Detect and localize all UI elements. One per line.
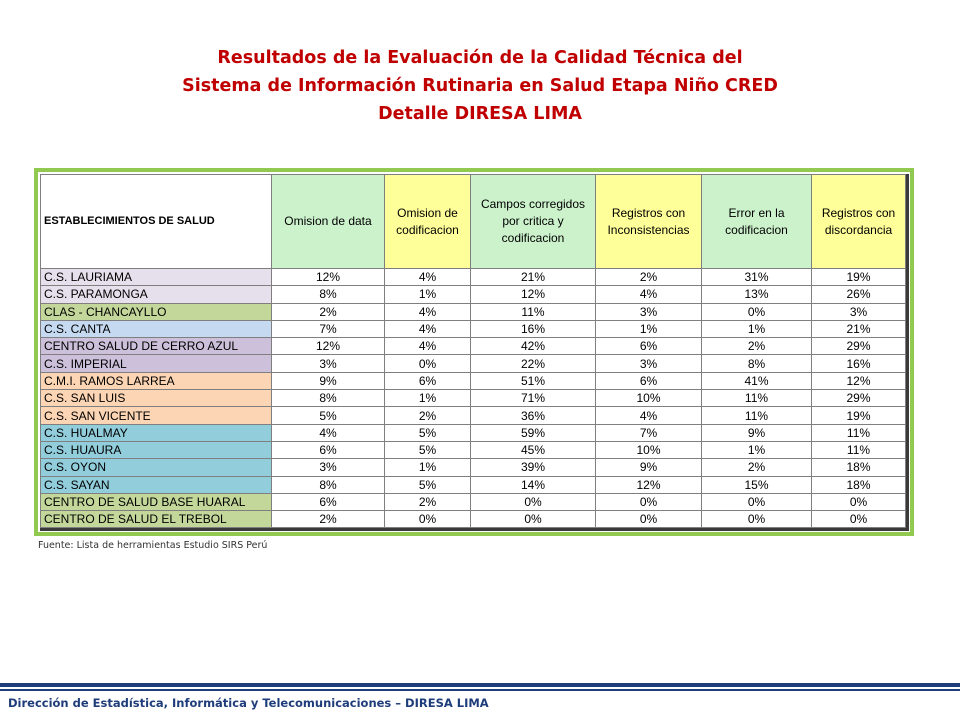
establishment-name: C.S. CANTA <box>41 320 272 337</box>
table-cell-value: 5% <box>385 424 471 441</box>
table-cell-value: 0% <box>471 511 596 528</box>
results-table-frame <box>34 168 914 536</box>
table-cell-value: 0% <box>702 303 812 320</box>
table-cell-value: 11% <box>812 424 906 441</box>
table-cell-value: 26% <box>812 286 906 303</box>
results-table-container <box>40 174 909 531</box>
table-cell-value: 11% <box>702 390 812 407</box>
table-cell-value: 12% <box>272 269 385 286</box>
table-cell-value: 3% <box>812 303 906 320</box>
title-line-1: Resultados de la Evaluación de la Calidad Técnica del <box>217 48 743 68</box>
header-establishments: ESTABLECIMIENTOS DE SALUD <box>41 175 272 269</box>
establishment-name: C.S. SAN LUIS <box>41 390 272 407</box>
column-header: Error en la codificacion <box>702 175 812 269</box>
table-cell-value: 6% <box>272 441 385 458</box>
table-cell-value: 9% <box>702 424 812 441</box>
table-cell-value: 11% <box>812 441 906 458</box>
column-header: Omision de data <box>272 175 385 269</box>
table-header-row <box>41 175 906 269</box>
table-cell-value: 18% <box>812 476 906 493</box>
table-cell-value: 4% <box>596 407 702 424</box>
table-row <box>41 459 906 476</box>
table-cell-value: 10% <box>596 390 702 407</box>
table-row <box>41 476 906 493</box>
establishment-name: C.M.I. RAMOS LARREA <box>41 372 272 389</box>
table-cell-value: 8% <box>272 476 385 493</box>
table-cell-value: 0% <box>702 493 812 510</box>
table-row <box>41 493 906 510</box>
table-cell-value: 4% <box>385 320 471 337</box>
table-cell-value: 0% <box>702 511 812 528</box>
table-cell-value: 18% <box>812 459 906 476</box>
table-cell-value: 2% <box>702 459 812 476</box>
table-cell-value: 1% <box>385 390 471 407</box>
table-cell-value: 19% <box>812 269 906 286</box>
table-row <box>41 390 906 407</box>
table-cell-value: 42% <box>471 338 596 355</box>
table-body <box>41 269 906 528</box>
establishment-name: C.S. LAURIAMA <box>41 269 272 286</box>
table-cell-value: 21% <box>812 320 906 337</box>
table-cell-value: 45% <box>471 441 596 458</box>
table-row <box>41 511 906 528</box>
table-cell-value: 2% <box>272 303 385 320</box>
table-cell-value: 19% <box>812 407 906 424</box>
table-cell-value: 0% <box>812 511 906 528</box>
table-cell-value: 9% <box>272 372 385 389</box>
table-row <box>41 424 906 441</box>
establishment-name: C.S. HUAURA <box>41 441 272 458</box>
table-cell-value: 12% <box>812 372 906 389</box>
table-cell-value: 15% <box>702 476 812 493</box>
column-header: Registros con discordancia <box>812 175 906 269</box>
table-cell-value: 11% <box>702 407 812 424</box>
table-cell-value: 12% <box>272 338 385 355</box>
table-cell-value: 22% <box>471 355 596 372</box>
establishment-name: C.S. IMPERIAL <box>41 355 272 372</box>
table-cell-value: 4% <box>385 338 471 355</box>
table-cell-value: 4% <box>596 286 702 303</box>
table-cell-value: 6% <box>596 372 702 389</box>
establishment-name: C.S. OYON <box>41 459 272 476</box>
table-cell-value: 31% <box>702 269 812 286</box>
table-cell-value: 1% <box>596 320 702 337</box>
table-row <box>41 286 906 303</box>
table-cell-value: 29% <box>812 338 906 355</box>
table-cell-value: 12% <box>596 476 702 493</box>
table-cell-value: 6% <box>596 338 702 355</box>
table-cell-value: 16% <box>812 355 906 372</box>
table-cell-value: 6% <box>272 493 385 510</box>
footer-text: Dirección de Estadística, Informática y Telecomunicaciones – DIRESA LIMA <box>8 696 489 710</box>
table-cell-value: 3% <box>596 355 702 372</box>
table-cell-value: 10% <box>596 441 702 458</box>
source-note: Fuente: Lista de herramientas Estudio SIRS Perú <box>38 540 268 551</box>
table-cell-value: 8% <box>272 286 385 303</box>
column-header: Registros con Inconsistencias <box>596 175 702 269</box>
table-row <box>41 338 906 355</box>
table-cell-value: 3% <box>272 355 385 372</box>
table-cell-value: 0% <box>596 511 702 528</box>
table-cell-value: 4% <box>385 269 471 286</box>
table-cell-value: 9% <box>596 459 702 476</box>
table-cell-value: 5% <box>272 407 385 424</box>
table-cell-value: 2% <box>385 493 471 510</box>
table-cell-value: 0% <box>385 355 471 372</box>
title-line-2: Sistema de Información Rutinaria en Salud Etapa Niño CRED <box>182 76 778 96</box>
establishment-name: C.S. SAYAN <box>41 476 272 493</box>
table-cell-value: 2% <box>596 269 702 286</box>
table-cell-value: 8% <box>702 355 812 372</box>
table-row <box>41 320 906 337</box>
table-cell-value: 1% <box>702 441 812 458</box>
establishment-name: C.S. HUALMAY <box>41 424 272 441</box>
table-cell-value: 41% <box>702 372 812 389</box>
table-cell-value: 6% <box>385 372 471 389</box>
table-cell-value: 21% <box>471 269 596 286</box>
column-header: Omision de codificacion <box>385 175 471 269</box>
table-cell-value: 1% <box>385 459 471 476</box>
footer-divider-thin <box>0 689 960 691</box>
column-header: Campos corregidos por critica y codificacion <box>471 175 596 269</box>
table-cell-value: 12% <box>471 286 596 303</box>
table-cell-value: 2% <box>272 511 385 528</box>
table-cell-value: 0% <box>596 493 702 510</box>
establishment-name: C.S. SAN VICENTE <box>41 407 272 424</box>
table-cell-value: 11% <box>471 303 596 320</box>
table-cell-value: 16% <box>471 320 596 337</box>
table-cell-value: 7% <box>596 424 702 441</box>
page-title <box>0 44 960 128</box>
table-cell-value: 36% <box>471 407 596 424</box>
table-cell-value: 0% <box>471 493 596 510</box>
establishment-name: CENTRO DE SALUD BASE HUARAL <box>41 493 272 510</box>
table-cell-value: 39% <box>471 459 596 476</box>
table-row <box>41 407 906 424</box>
table-cell-value: 5% <box>385 476 471 493</box>
table-cell-value: 1% <box>702 320 812 337</box>
table-cell-value: 3% <box>272 459 385 476</box>
table-row <box>41 303 906 320</box>
table-cell-value: 0% <box>812 493 906 510</box>
results-table <box>40 174 906 528</box>
table-cell-value: 4% <box>385 303 471 320</box>
table-cell-value: 14% <box>471 476 596 493</box>
table-cell-value: 71% <box>471 390 596 407</box>
table-cell-value: 7% <box>272 320 385 337</box>
table-cell-value: 8% <box>272 390 385 407</box>
table-cell-value: 5% <box>385 441 471 458</box>
establishment-name: CLAS - CHANCAYLLO <box>41 303 272 320</box>
table-row <box>41 372 906 389</box>
table-cell-value: 59% <box>471 424 596 441</box>
table-row <box>41 269 906 286</box>
table-cell-value: 2% <box>702 338 812 355</box>
establishment-name: C.S. PARAMONGA <box>41 286 272 303</box>
table-cell-value: 3% <box>596 303 702 320</box>
table-cell-value: 0% <box>385 511 471 528</box>
table-cell-value: 4% <box>272 424 385 441</box>
table-cell-value: 29% <box>812 390 906 407</box>
table-row <box>41 441 906 458</box>
footer-divider-thick <box>0 683 960 687</box>
establishment-name: CENTRO SALUD DE CERRO AZUL <box>41 338 272 355</box>
table-cell-value: 2% <box>385 407 471 424</box>
table-cell-value: 13% <box>702 286 812 303</box>
table-row <box>41 355 906 372</box>
establishment-name: CENTRO DE SALUD EL TREBOL <box>41 511 272 528</box>
table-cell-value: 51% <box>471 372 596 389</box>
title-line-3: Detalle DIRESA LIMA <box>378 104 582 124</box>
table-cell-value: 1% <box>385 286 471 303</box>
